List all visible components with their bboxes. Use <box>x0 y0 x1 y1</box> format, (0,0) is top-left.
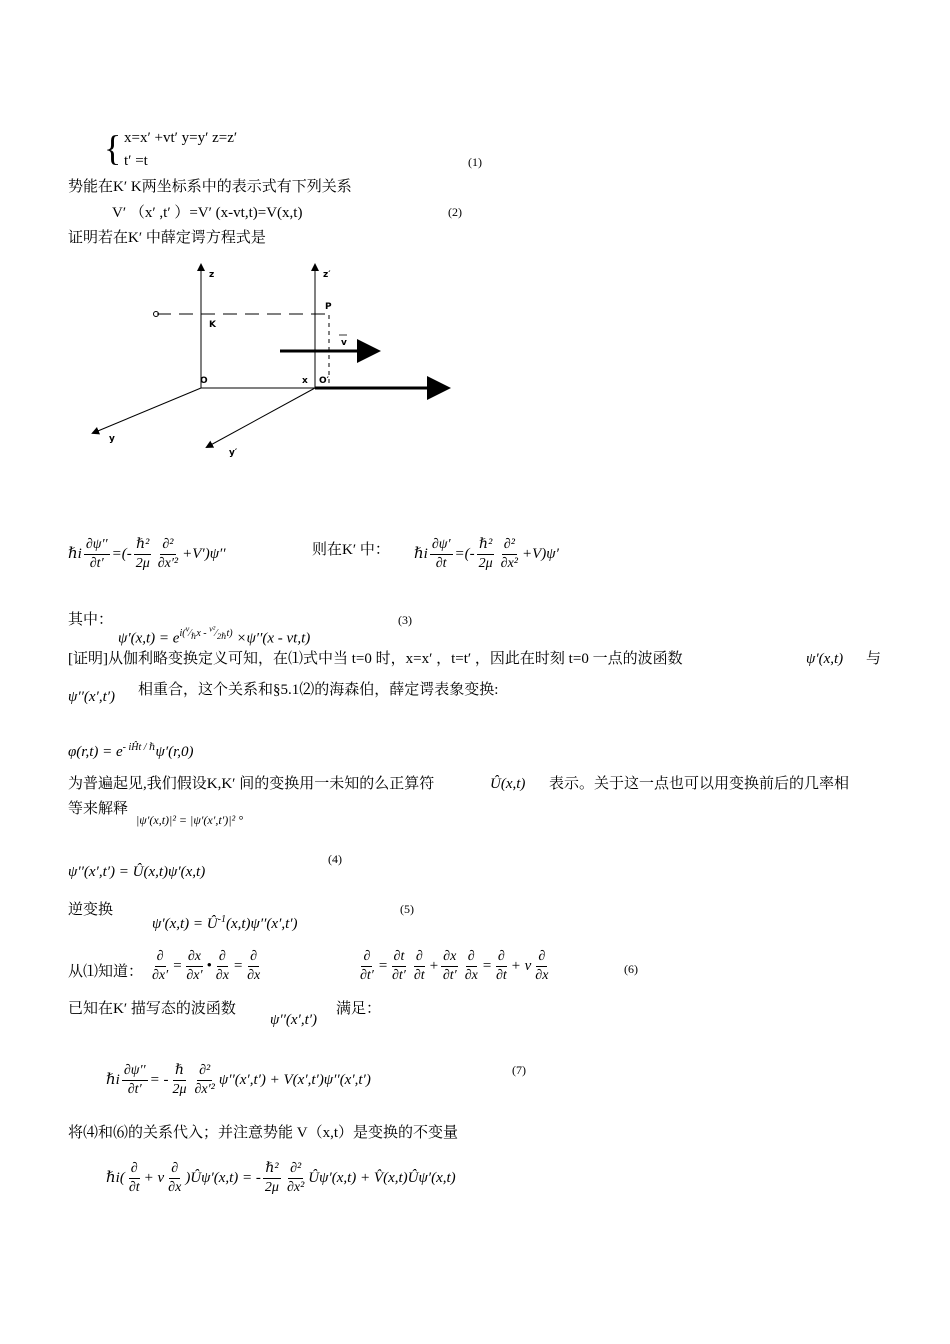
v-label: v <box>341 338 347 348</box>
eq3: $\psi'(x,t) = e^{i(^v⁄_\hbar x - ^{v^2}⁄_{2\hbar}t)} \times\psi''(x - vt,t)$ <box>118 625 311 647</box>
z-axis-label: z <box>209 270 215 280</box>
where-label: 其中： <box>68 612 114 628</box>
from1-label: 从⑴知道： <box>68 964 144 980</box>
eq1-line2: t′ =t <box>124 153 148 169</box>
eq4: ψ′′(x′,t′) = Û(x,t)ψ′(x,t) <box>68 864 206 880</box>
known-line-end: 满足： <box>336 1001 382 1017</box>
schrodinger-eq-k-prime: ℏi $\frac{\partial\psi''}{\partial t'}$ =(- $\frac{\text{ℏ²}}{2\mu}$ $\frac{\text{∂²}}{\text{∂x′²}}$ +V′)ψ′′ <box>68 537 226 571</box>
brace: { <box>104 128 122 168</box>
eq5: $\psi'(x,t) = Û^{-1}(x,t)\psi''(x',t')$ <box>152 914 298 932</box>
schrodinger-eq-k: ℏi $\frac{\partial\psi'}{\partial t}$ =(- $\frac{\text{ℏ²}}{2\mu}$ $\frac{\text{∂²}}{\text{∂x²}}$ +V)ψ′ <box>414 537 559 571</box>
general-line2: 等来解释 <box>68 801 129 817</box>
psi-prime-inline-2: ψ′′(x′,t′) <box>270 1012 318 1028</box>
x-label: x <box>302 376 308 386</box>
eq5-number: (5) <box>400 902 414 916</box>
y-label: y <box>109 434 115 444</box>
inverse-label: 逆变换 <box>68 902 114 918</box>
eq1-number: (1) <box>468 155 482 169</box>
eq3-number: (3) <box>398 613 412 627</box>
eq7: ℏi $\frac{\partial\psi''}{\partial t'}$ = - $\frac{\text{ℏ}}{2\mu}$ $\frac{\text{∂²}}{\text{∂x′²}}$ ψ′′(x′,t′) + V(x′,t′)ψ′′(x′,t′) <box>106 1063 371 1097</box>
eq4-number: (4) <box>328 852 342 866</box>
eq6-number: (6) <box>624 962 638 976</box>
proof-line2: 相重合，这个关系和§5.1⑵的海森伯，薛定谔表象变换: <box>138 682 499 698</box>
yp-label: y′ <box>229 448 238 458</box>
eq6-part2: $\frac{\partial}{\partial t'}$ = $\frac{\partial t}{\partial t'}$ $\frac{\partial}{\partial t}$ + $\frac{\partial x}{\partial t'}$ $\frac{\partial}{\partial x}$ = $\frac{\partial}{\partial t}$ + v $\frac{\partial}{\partial x}$ <box>360 949 549 983</box>
eq1-line1: x=x′ +vt′ y=y′ z=z′ <box>124 130 238 146</box>
probability-eq: |ψ′(x,t)|² = |ψ′(x′,t′)|² ° <box>136 813 243 827</box>
psi-prime-inline: ψ′′(x′,t′) <box>68 689 116 705</box>
eq2: V′ （x′ ,t′ ）=V′ (x-vt,t)=V(x,t) <box>112 205 303 221</box>
final-eq: ℏi( $\frac{\partial}{\partial t}$ + v $\frac{\partial}{\partial x}$ )Ûψ′(x,t) = - $\frac{\text{ℏ²}}{2\mu}$ $\frac{\text{∂²}}{\text{∂x²}}$ Ûψ′(x,t) + V̂(x,t)Ûψ′(x,t) <box>106 1161 456 1195</box>
then-in-k-text: 则在K′ 中： <box>312 542 390 558</box>
psi-xt-inline: ψ′(x,t) <box>806 651 844 667</box>
Op-label: O′ <box>319 376 330 386</box>
proof-line1-end: 与 <box>866 651 882 667</box>
substitute-line: 将⑷和⑹的关系代入；并注意势能 V（x,t）是变换的不变量 <box>68 1125 459 1141</box>
coordinate-diagram <box>85 255 465 470</box>
heisenberg-eq: $\varphi(r,t) = e^{- iĤt / \hbar}\psi'(r,0)$ <box>68 742 194 760</box>
general-line1: 为普遍起见,我们假设K,K′ 间的变换用一未知的么正算符 <box>68 776 435 792</box>
general-line1-end: 表示。关于这一点也可以用变换前后的几率相 <box>549 776 850 792</box>
potential-sentence: 势能在K′ K两坐标系中的表示式有下列关系 <box>68 179 352 195</box>
eq6-part1: $\frac{\partial}{\partial x'}$ = $\frac{\partial x}{\partial x'}$ • $\frac{\partial}{\partial x}$ = $\frac{\partial}{\partial x}$ <box>152 949 261 983</box>
O-label: O <box>200 376 208 386</box>
known-line: 已知在K′ 描写态的波函数 <box>68 1001 236 1017</box>
proof-line1: [证明]从伽利略变换定义可知，在⑴式中当 t=0 时，x=x′ ，t=t′ ，因此在时刻 t=0 一点的波函数 <box>68 651 683 667</box>
P-label: P <box>325 302 332 312</box>
prove-sentence: 证明若在K′ 中薛定谔方程式是 <box>68 230 266 246</box>
K-label: K <box>209 320 216 330</box>
eq7-number: (7) <box>512 1063 526 1077</box>
U-operator-inline: Û(x,t) <box>490 776 526 792</box>
eq2-number: (2) <box>448 205 462 219</box>
zp-axis-label: z′ <box>323 270 331 280</box>
